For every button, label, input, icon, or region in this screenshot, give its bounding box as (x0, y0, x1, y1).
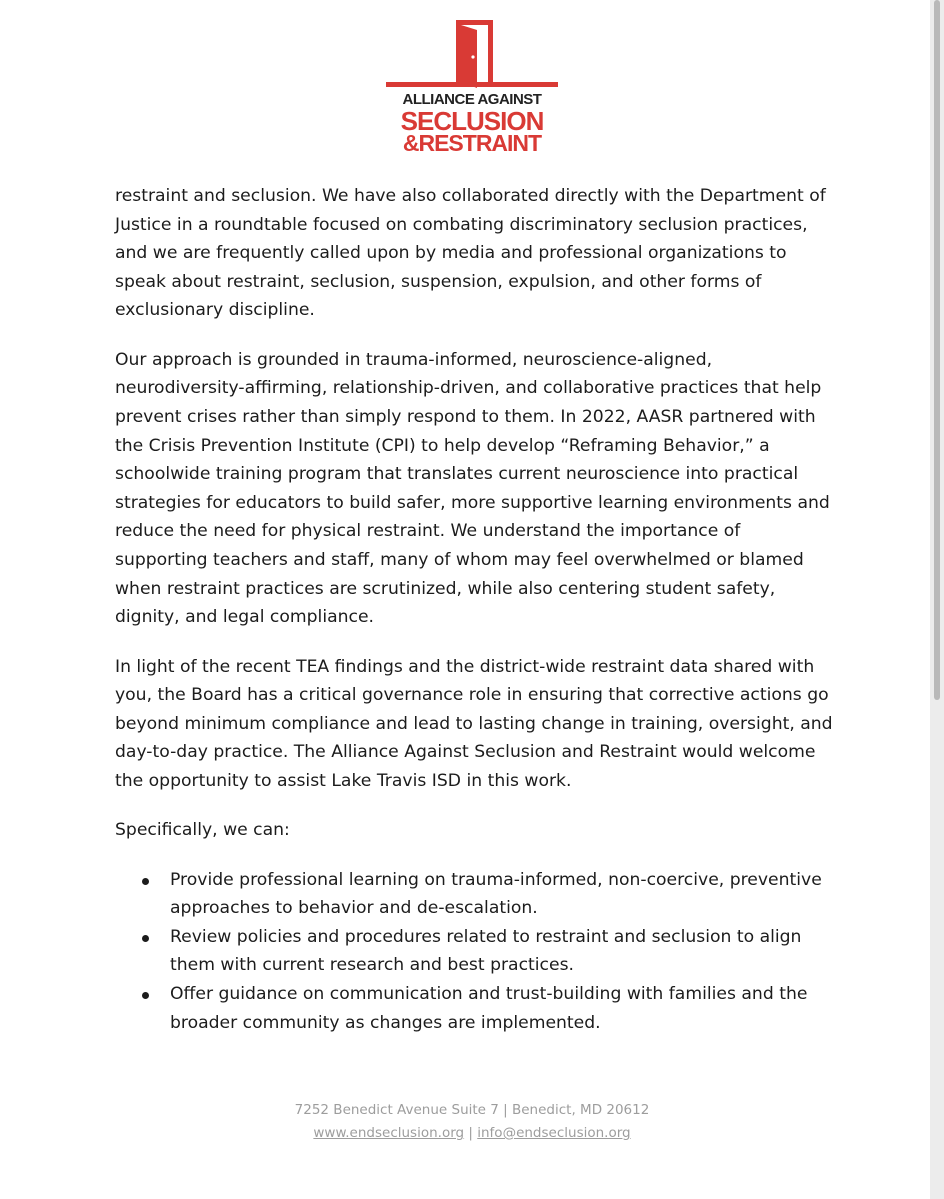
bullet-icon (142, 935, 149, 942)
website-link[interactable]: www.endseclusion.org (313, 1125, 465, 1141)
logo-text-seclusion: SECLUSION (400, 106, 544, 136)
logo-text-alliance-against: ALLIANCE AGAINST (402, 91, 542, 108)
bullet-icon (142, 878, 149, 885)
paragraph-specifically: Specifically, we can: (115, 820, 290, 841)
list-item-text: Offer guidance on communication and trust-building with families and the broader community as changes are implemented. (170, 984, 808, 1033)
footer-address: 7252 Benedict Avenue Suite 7 | Benedict, MD 20612 (294, 1102, 650, 1118)
logo-text-restraint: &RESTRAINT (402, 130, 542, 156)
scrollbar[interactable] (934, 0, 940, 700)
paragraph-collaboration: restraint and seclusion. We have also collaborated directly with the Department of Justice in a roundtable focused on combating discriminatory seclusion practices, and we are frequently called upon by media and professional organizations to speak about restraint, seclusion, suspension, expulsion, and other forms of exclusionary discipline. (115, 186, 826, 321)
list-item (115, 980, 835, 1037)
footer-links (0, 1122, 944, 1144)
email-link[interactable]: info@endseclusion.org (477, 1125, 631, 1141)
paragraph-approach: Our approach is grounded in trauma-informed, neuroscience-aligned, neurodiversity-affirming, relationship-driven, and collaborative practices that help prevent crises rather than simply respond to them. In 2022, AASR partnered with the Crisis Prevention Institute (CPI) to help develop “Reframing Behavior,” a schoolwide training program that translates current neuroscience into practical strategies for educators to build safer, more supportive learning environments and reduce the need for physical restraint. We understand the importance of supporting teachers and staff, many of whom may feel overwhelmed or blamed when restraint practices are scrutinized, while also centering student safety, dignity, and legal compliance. (115, 349, 830, 628)
offer-list (115, 866, 835, 1038)
door-icon (386, 20, 558, 92)
list-item (115, 923, 835, 980)
footer-separator: | (468, 1125, 473, 1141)
list-item (115, 866, 835, 923)
bullet-icon (142, 992, 149, 999)
letter-body (115, 182, 835, 1037)
paragraph-tea-findings: In light of the recent TEA findings and the district-wide restraint data shared with you, the Board has a critical governance role in ensuring that corrective actions go beyond minimum compliance and lead to lasting change in training, oversight, and day-to-day practice. The Alliance Against Seclusion and Restraint would welcome the opportunity to assist Lake Travis ISD in this work. (115, 656, 833, 791)
list-item-text: Provide professional learning on trauma-informed, non-coercive, preventive approaches to behavior and de-escalation. (170, 869, 822, 919)
list-item-text: Review policies and procedures related to restraint and seclusion to align them with current research and best practices. (170, 926, 802, 976)
organization-logo (386, 20, 558, 154)
